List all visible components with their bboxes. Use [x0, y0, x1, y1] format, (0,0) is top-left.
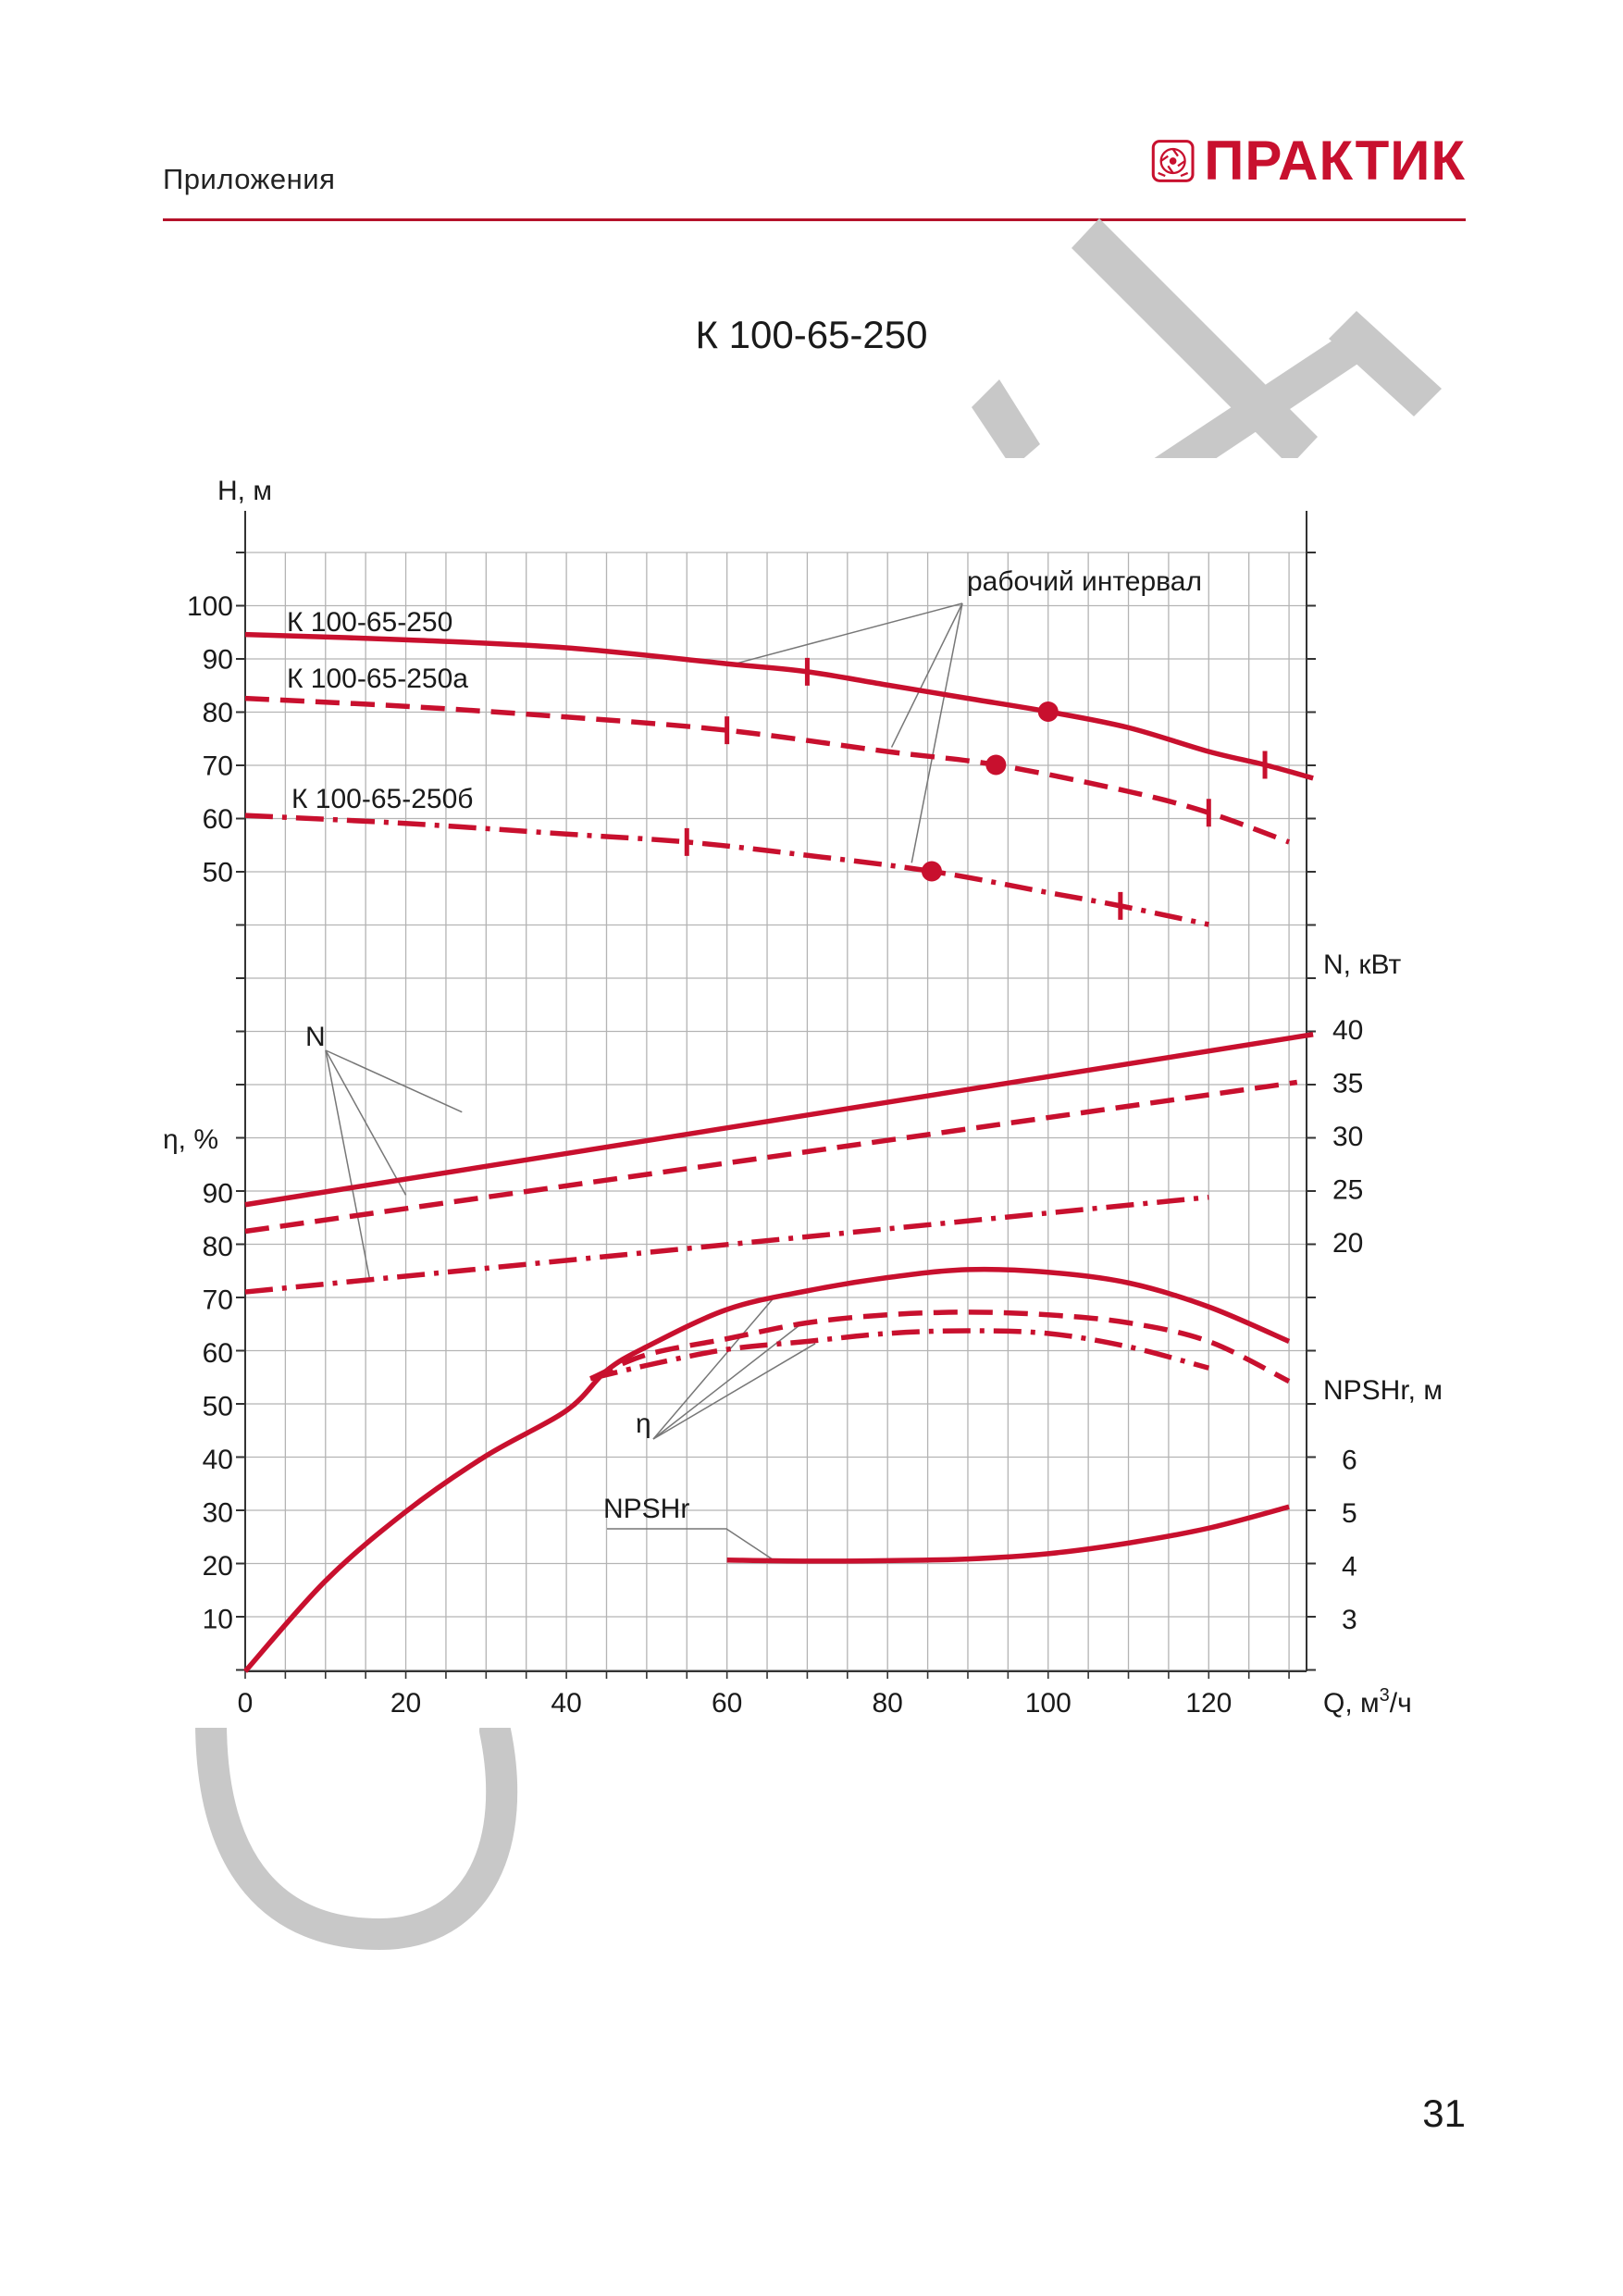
efficiency-tick-label: 50	[202, 1391, 233, 1422]
plot-background	[168, 458, 1464, 1728]
x-tick-label: 60	[711, 1688, 743, 1719]
x-tick-label: 120	[1185, 1688, 1233, 1719]
x-tick-label: 40	[551, 1688, 582, 1719]
head-curve-label: К 100-65-250	[287, 607, 453, 638]
head-tick-label: 50	[202, 857, 233, 888]
header-section-title: Приложения	[163, 163, 336, 195]
power-tick-label: 25	[1332, 1174, 1364, 1206]
head-curve-label: К 100-65-250б	[291, 784, 474, 814]
page-title: К 100-65-250	[695, 313, 928, 356]
brand-name: ПРАКТИК	[1204, 130, 1466, 192]
head-curve-label: К 100-65-250а	[287, 664, 468, 694]
efficiency-tick-label: 30	[202, 1497, 233, 1529]
head-tick-label: 60	[202, 804, 233, 835]
head-tick-label: 80	[202, 698, 233, 728]
best-efficiency-point	[1038, 701, 1059, 722]
x-axis-label-superscript: 3	[1379, 1685, 1390, 1706]
efficiency-tick-label: 60	[202, 1338, 233, 1369]
efficiency-annotation-label: η	[636, 1409, 651, 1439]
power-annotation-label: N	[305, 1022, 326, 1052]
efficiency-tick-label: 90	[202, 1178, 233, 1210]
power-tick-label: 30	[1332, 1122, 1364, 1152]
npsh-axis-title: NPSHr, м	[1323, 1375, 1443, 1406]
x-tick-label: 20	[390, 1688, 422, 1719]
page-number: 31	[1422, 2091, 1466, 2135]
x-tick-label: 0	[237, 1688, 254, 1719]
power-tick-label: 20	[1332, 1228, 1364, 1259]
npsh-tick-label: 4	[1342, 1551, 1357, 1582]
head-axis-title: H, м	[217, 476, 272, 506]
npsh-tick-label: 5	[1342, 1498, 1357, 1529]
efficiency-axis-title: η, %	[163, 1124, 219, 1155]
x-tick-label: 80	[872, 1688, 903, 1719]
npsh-tick-label: 3	[1342, 1605, 1357, 1635]
power-tick-label: 35	[1332, 1068, 1364, 1099]
x-axis-label: Q, $м^3/ч$	[1323, 1685, 1412, 1719]
power-axis-title: N, кВт	[1323, 949, 1402, 980]
x-tick-label: 100	[1024, 1688, 1072, 1719]
efficiency-tick-label: 80	[202, 1232, 233, 1262]
head-tick-label: 90	[202, 644, 233, 676]
npsh-tick-label: 6	[1342, 1445, 1357, 1476]
best-efficiency-point	[985, 755, 1006, 776]
best-efficiency-point	[922, 862, 942, 882]
working-range-label: рабочий интервал	[967, 566, 1202, 597]
efficiency-tick-label: 10	[202, 1604, 233, 1635]
npsh-annotation-label: NPSHr	[603, 1494, 690, 1524]
efficiency-tick-label: 70	[202, 1285, 233, 1316]
power-tick-label: 40	[1332, 1015, 1364, 1046]
efficiency-tick-label: 20	[202, 1551, 233, 1582]
head-tick-label: 100	[186, 591, 233, 622]
x-axis-label-tail: /ч	[1389, 1688, 1412, 1719]
head-tick-label: 70	[202, 751, 233, 782]
efficiency-tick-label: 40	[202, 1445, 233, 1475]
